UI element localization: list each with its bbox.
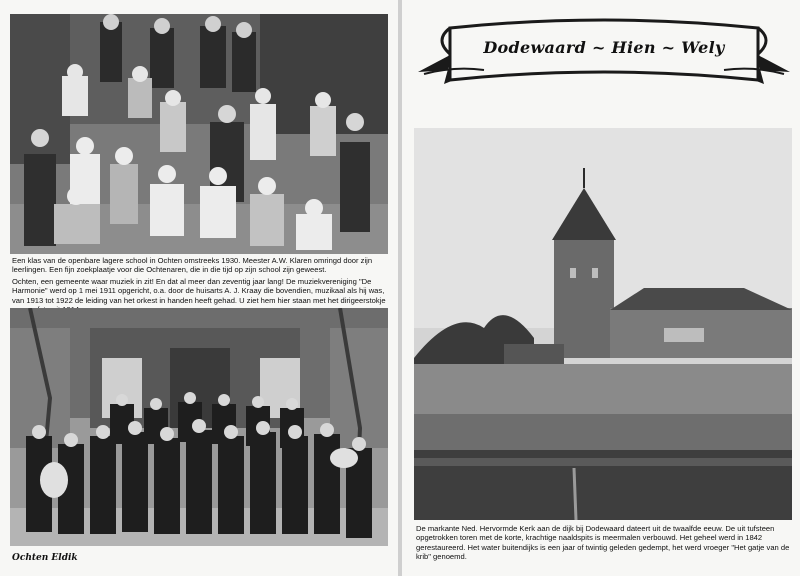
church-caption: De markante Ned. Hervormde Kerk aan de dijk bij Dodewaard dateert uit de twaalfde eeuw. De uit tufsteen opgetrokken toren met de korte, krachtige naaldspits is meermalen verbouwd. Het geheel werd in 1842 gerestaureerd. Het water buitendijks is een jaar of twintig geleden gedempt, het werd vroeger "Het gatje van de krib" genoemd. bbox=[416, 524, 790, 562]
school-class-photo bbox=[10, 14, 388, 254]
title-banner bbox=[414, 10, 794, 100]
school-class-caption: Een klas van de openbare lagere school in Ochten omstreeks 1930. Meester A.W. Klaren omringd door zijn leerlingen. Een fijn zoekplaatje voor die Ochtenaren, die in die tijd op zijn school zijn geweest. bbox=[12, 256, 373, 275]
right-page bbox=[402, 0, 800, 576]
banner-title: Dodewaard ~ Hien ~ Wely bbox=[483, 38, 725, 57]
harmonie-caption: Ochten, een gemeente waar muziek in zit! En dat al meer dan zeventig jaar lang! De muziekvereniging "De Harmonie" werd op 1 mei 1911 opgericht, o.a. door de huisarts A. J. Kraay die bovendien, muzikaal als hij was, van 1913 tot 1922 de leiding van het orkest in handen heeft gehad. U ziet hem hier staan met het dirigeerstokje bbox=[12, 277, 386, 305]
left-page bbox=[0, 0, 398, 576]
page-footer-label: Ochten Eldik bbox=[12, 553, 78, 563]
harmonie-band-photo bbox=[10, 308, 388, 546]
church-photo bbox=[414, 128, 792, 520]
